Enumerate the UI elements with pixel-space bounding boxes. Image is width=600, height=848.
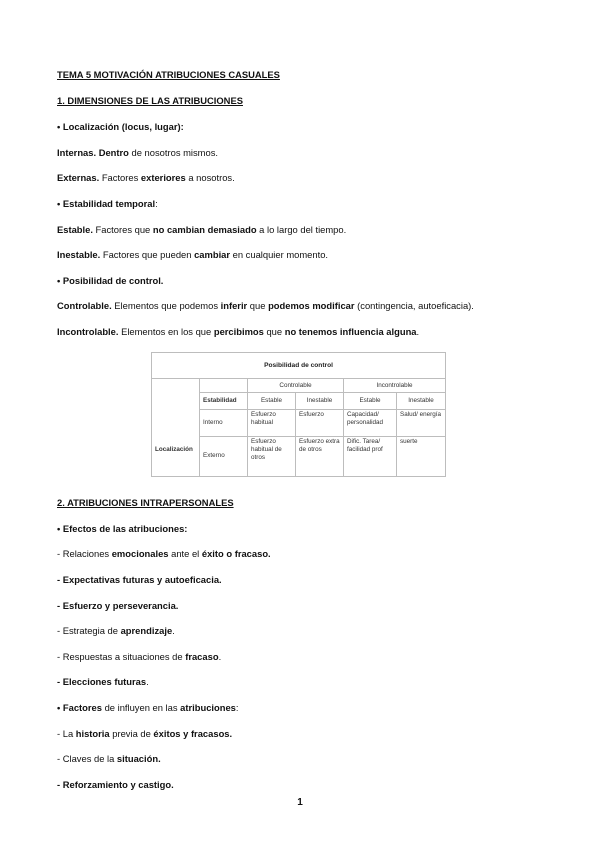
document-title: TEMA 5 MOTIVACIÓN ATRIBUCIONES CASUALES	[57, 69, 280, 80]
table-title: Posibilidad de control	[152, 353, 446, 379]
interno-incontrolable-inestable: Salud/ energía	[397, 410, 446, 436]
section2-heading: 2. ATRIBUCIONES INTRAPERSONALES	[57, 497, 234, 508]
interno-incontrolable-estable: Capacidad/ personalidad	[344, 410, 397, 436]
factor-1: - La historia previa de éxitos y fracasos.	[57, 728, 233, 739]
interno-controlable-inestable: Esfuerzo	[296, 410, 344, 436]
localizacion-bullet: • Localización (locus, lugar):	[57, 121, 184, 132]
efecto-4: - Estrategia de aprendizaje.	[57, 625, 175, 636]
inestable-line: Inestable. Factores que pueden cambiar en cualquier momento.	[57, 249, 329, 260]
efecto-6: - Elecciones futuras.	[57, 676, 149, 687]
efecto-5: - Respuestas a situaciones de fracaso.	[57, 651, 222, 662]
internas-line: Internas. Dentro de nosotros mismos.	[57, 147, 219, 158]
incontrolable-estable-header: Estable	[344, 393, 397, 410]
attributions-table	[151, 352, 446, 477]
section1-heading: 1. DIMENSIONES DE LAS ATRIBUCIONES	[57, 95, 243, 106]
controlable-estable-header: Estable	[248, 393, 296, 410]
externo-row-label: Externo	[200, 436, 248, 476]
externo-controlable-estable: Esfuerzo habitual de otros	[248, 436, 296, 476]
estable-line: Estable. Factores que no cambian demasiado a lo largo del tiempo.	[57, 224, 347, 235]
estabilidad-bullet: • Estabilidad temporal:	[57, 198, 158, 209]
efecto-2: - Expectativas futuras y autoeficacia.	[57, 574, 222, 585]
interno-row-label: Interno	[200, 410, 248, 436]
factor-3: - Reforzamiento y castigo.	[57, 779, 174, 790]
efecto-3: - Esfuerzo y perseverancia.	[57, 600, 179, 611]
efectos-bullet: • Efectos de las atribuciones:	[57, 523, 188, 534]
controlable-inestable-header: Inestable	[296, 393, 344, 410]
factor-2: - Claves de la situación.	[57, 753, 161, 764]
externas-line: Externas. Factores exteriores a nosotros.	[57, 172, 235, 183]
estabilidad-header: Estabilidad	[200, 393, 248, 410]
interno-controlable-estable: Esfuerzo habitual	[248, 410, 296, 436]
efecto-1: - Relaciones emocionales ante el éxito o fracaso.	[57, 548, 271, 559]
externo-incontrolable-inestable: suerte	[397, 436, 446, 476]
incontrolable-inestable-header: Inestable	[397, 393, 446, 410]
posibilidad-bullet: • Posibilidad de control.	[57, 275, 164, 286]
controlable-header: Controlable	[248, 379, 344, 393]
externo-controlable-inestable: Esfuerzo extra de otros	[296, 436, 344, 476]
localizacion-header: Localización	[152, 379, 200, 477]
factores-bullet: • Factores de influyen en las atribuciones:	[57, 702, 239, 713]
incontrolable-header: Incontrolable	[344, 379, 446, 393]
page-number: 1	[297, 797, 303, 808]
controlable-line: Controlable. Elementos que podemos inferir que podemos modificar (contingencia, autoeficacia).	[57, 300, 474, 311]
incontrolable-line: Incontrolable. Elementos en los que percibimos que no tenemos influencia alguna.	[57, 326, 420, 337]
externo-incontrolable-estable: Dific. Tarea/ facilidad prof	[344, 436, 397, 476]
